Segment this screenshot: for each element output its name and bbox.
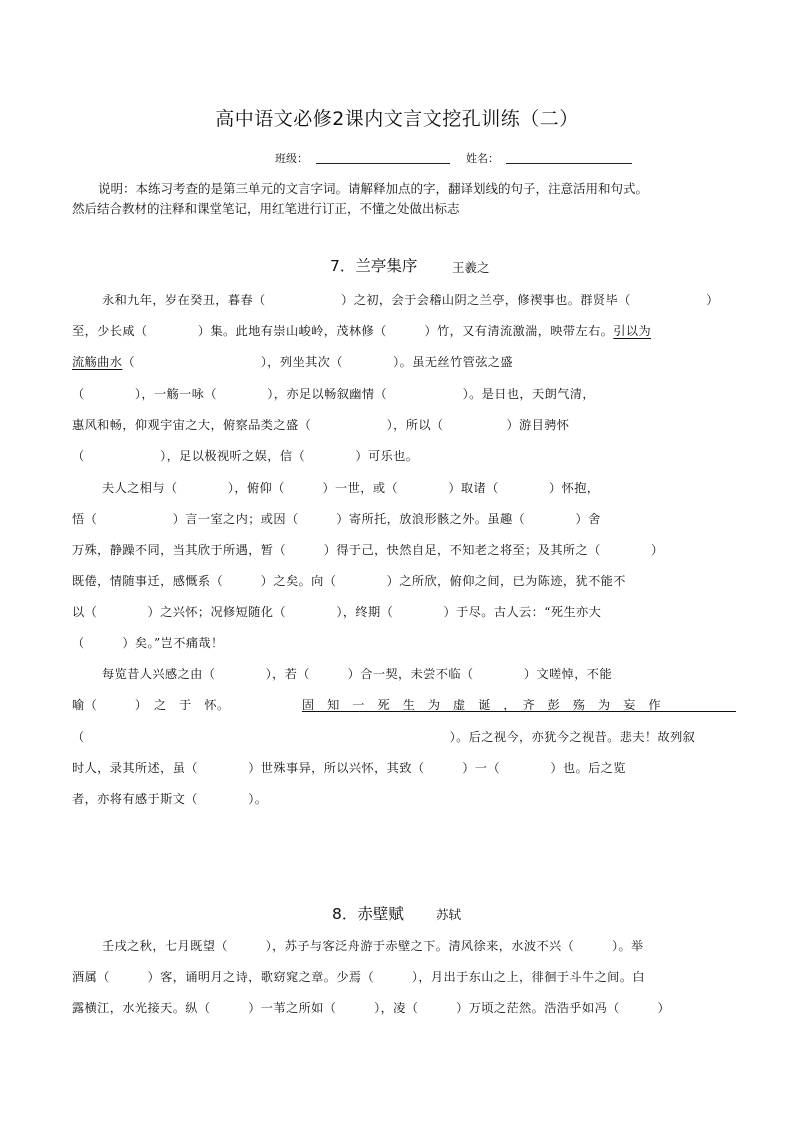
s7-line: 既倦，情随事迁，感慨系（ ）之矣。向（ ）之所欣，俯仰之间，已为陈迹，犹不能不 xyxy=(72,574,626,588)
s7-line: 每览昔人兴感之由（ ），若（ ）合一契，未尝不临（ ）文嗟悼，不能 xyxy=(102,667,612,681)
underlined-phrase: 流觞曲水 xyxy=(72,355,123,369)
s7-line: 者，亦将有感于斯文（ ）。 xyxy=(72,792,268,806)
s7-line: 永和九年，岁在癸丑，暮春（ ）之初，会于会稽山阴之兰亭，修禊事也。群贤毕（ ） xyxy=(102,293,719,307)
s8-line: 壬戌之秋，七月既望（ ），苏子与客泛舟游于赤壁之下。清风徐来，水波不兴（ ）。举 xyxy=(102,939,644,953)
section-7-author: 王羲之 xyxy=(452,260,490,275)
s7-line: 悟（ ）言一室之内；或因（ ）寄所托，放浪形骸之外。虽趣（ ）舍 xyxy=(72,512,601,526)
instructions-line-1: 说明：本练习考查的是第三单元的文言字词。请解释加点的字，翻译划线的句子，注意活用和句式。 xyxy=(98,181,649,196)
section-7-title: 7．兰亭集序 xyxy=(330,257,418,275)
name-label: 姓名： xyxy=(466,152,499,165)
s7-line: 以（ ）之兴怀；况修短随化（ ），终期（ ）于尽。古人云：“死生亦大 xyxy=(72,605,602,619)
underlined-phrase: 引以为 xyxy=(613,324,652,338)
s8-line: 露横江，水光接天。纵（ ）一苇之所如（ ），凌（ ）万顷之茫然。浩浩乎如冯（ ） xyxy=(72,1001,671,1015)
s7-line: 万殊，静躁不同，当其欣于所遇，暂（ ）得于己，快然自足，不知老之将至；及其所之（ ） xyxy=(72,543,664,557)
class-field[interactable] xyxy=(316,163,450,164)
s7-line: 惠风和畅，仰观宇宙之大，俯察品类之盛（ ），所以（ ）游目骋怀 xyxy=(72,418,570,432)
s7-line: 时人，录其所述，虽（ ）世殊事异，所以兴怀，其致（ ）一（ ）也。后之览 xyxy=(72,761,626,775)
s7-line: （ ）。后之视今，亦犹今之视昔。悲夫！故列叙 xyxy=(72,730,696,744)
section-8-author: 苏轼 xyxy=(436,907,462,922)
s7-line: （ ），一觞一咏（ ），亦足以畅叙幽情（ ）。是日也，天朗气清， xyxy=(72,387,595,401)
s7-line: 喻（ ） 之 于 怀。 xyxy=(72,698,230,712)
underline-rule xyxy=(302,711,736,712)
page-title: 高中语文必修2课内文言文挖孔训练（二） xyxy=(215,108,579,130)
s7-line: （ ），足以极视听之娱，信（ ）可乐也。 xyxy=(72,449,419,463)
s7-line: 流觞曲水（ ），列坐其次（ ）。虽无丝竹管弦之盛 xyxy=(72,355,513,369)
underlined-sentence: 固 知 一 死 生 为 虚 诞 ， 齐 彭 殇 为 妄 作 xyxy=(302,698,661,712)
s7-line: 至，少长咸（ ）集。此地有崇山峻岭，茂林修（ ）竹，又有清流激湍，映带左右。引以为 xyxy=(72,324,652,338)
instructions-line-2: 然后结合教材的注释和课堂笔记，用红笔进行订正，不懂之处做出标志 xyxy=(72,201,460,216)
s7-line: （ ）矣。”岂不痛哉！ xyxy=(72,636,224,650)
section-8-title: 8．赤壁赋 xyxy=(332,905,404,923)
name-field[interactable] xyxy=(506,163,632,164)
s8-line: 酒属（ ）客，诵明月之诗，歌窈窕之章。少焉（ ），月出于东山之上，徘徊于斗牛之间。白 xyxy=(72,970,645,984)
s7-line: 夫人之相与（ ），俯仰（ ）一世，或（ ）取诸（ ）怀抱， xyxy=(102,481,600,495)
class-label: 班级： xyxy=(275,152,308,165)
